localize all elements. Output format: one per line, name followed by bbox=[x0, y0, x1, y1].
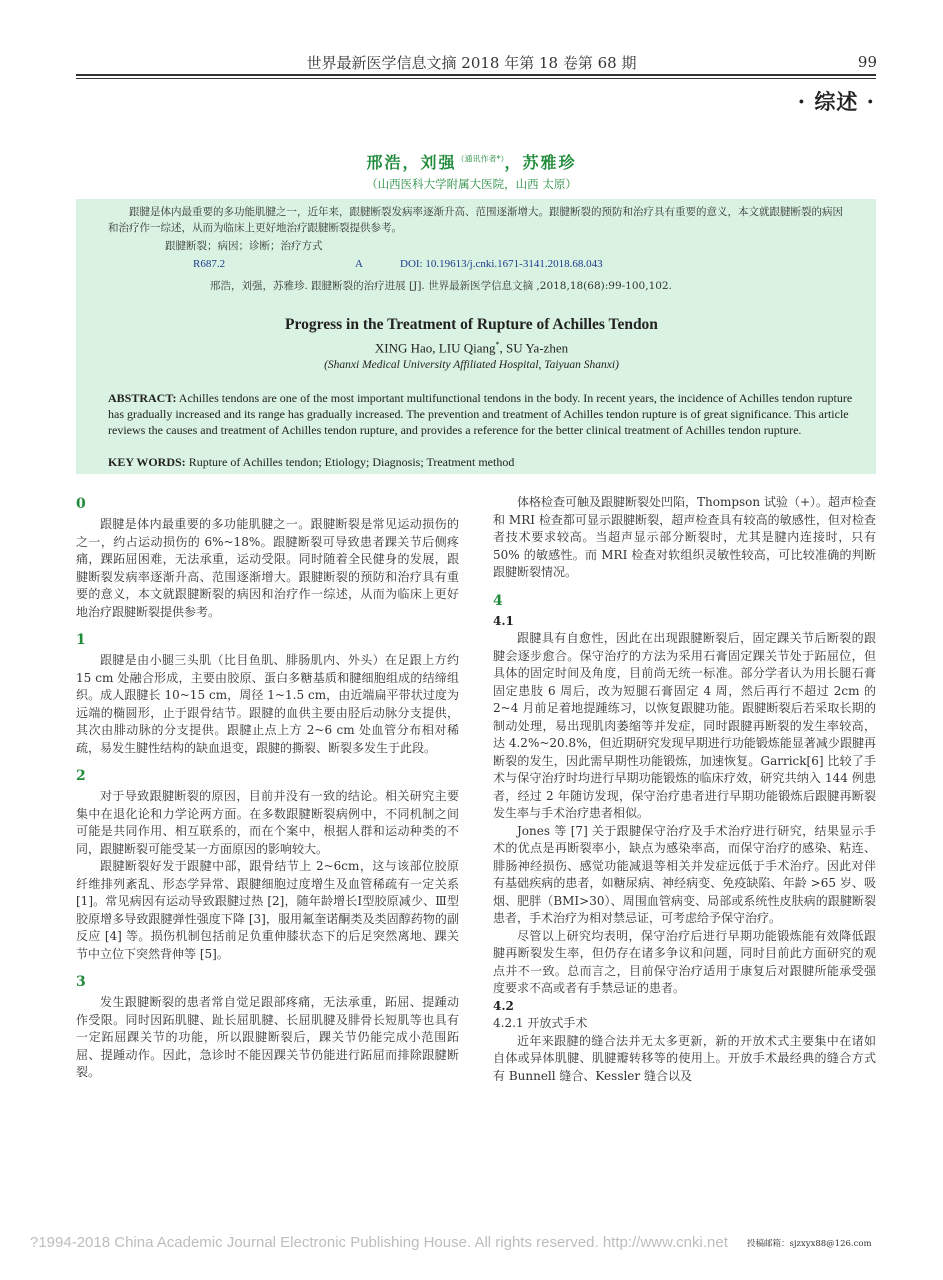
body-column-left bbox=[76, 494, 459, 1082]
header-rule-thin bbox=[76, 78, 876, 79]
abstract-en bbox=[108, 390, 856, 438]
paragraph: Jones 等 [7] 关于跟腱保守治疗及手术治疗进行研究，结果显示手术的优点是再断裂率小，缺点为感染率高，而保守治疗的感染、粘连、腓肠神经损伤、感觉功能减退等相关并发症远低于手术治疗。因此对伴有基础疾病的患者，如糖尿病、神经病变、免疫缺陷、年龄 >65 岁、吸烟、肥胖（BMI>30）、周围血管病变、局部或系统性皮肤病的跟腱断裂患者，手术治疗为相对禁忌证，可考虑给予保守治疗。 bbox=[493, 823, 876, 925]
authors-en-part2: , SU Ya-zhen bbox=[499, 340, 569, 356]
paragraph: 跟腱是体内最重要的多功能肌腱之一。跟腱断裂是常见运动损伤的之一，约占运动损伤的 6%~18%。跟腱断裂可导致患者踝关节后侧疼痛，踝跖屈困难，无法承重，运动受限。同时随着全民健身的发展，跟腱断裂发病率逐渐升高、范围逐渐增大。跟腱断裂的预防和治疗具有重要的意义，本文就跟腱断裂的病因和治疗作一综述，从而为临床上更好地治疗跟腱断裂提供参考。 bbox=[76, 517, 459, 619]
keywords-en bbox=[108, 454, 856, 470]
header-rule-thick bbox=[76, 74, 876, 76]
paragraph: 体格检查可触及跟腱断裂处凹陷，Thompson 试验（+）。超声检查和 MRI 检查都可显示跟腱断裂，超声检查具有较高的敏感性，但对检查者技术要求较高。当超声显示部分断裂时，尤其是腱内连接时，只有 50% 的敏感性。而 MRI 检查对软组织灵敏性较高，可比较准确的判断跟腱断裂情况。 bbox=[493, 495, 877, 579]
section-heading-2: 2 bbox=[76, 768, 86, 784]
affiliation-en: (Shanxi Medical University Affiliated Hospital, Taiyuan Shanxi) bbox=[324, 359, 619, 371]
clc-code: R687.2 bbox=[193, 258, 226, 270]
paragraph: 跟腱断裂好发于跟腱中部，跟骨结节上 2~6cm，这与该部位胶原纤维排列紊乱、形态学异常、跟腱细胞过度增生及血管稀疏有一定关系 [1]。常见病因有运动导致跟腱过热 [2]，随年龄增长Ⅰ型胶原减少、Ⅲ型胶原增多导致跟腱弹性强度下降 [3]，服用氟奎诺酮类及类固醇药物的副反应 [4] 等。损伤机制包括前足负重伸膝状态下的后足突然离地、踝关节中立位下突然背伸等 [5]。 bbox=[76, 859, 459, 961]
corresponding-star: * bbox=[495, 340, 500, 349]
paragraph: 跟腱具有自愈性，因此在出现跟腱断裂后，固定踝关节后断裂的跟腱会逐步愈合。保守治疗的方法为采用石膏固定踝关节处于跖屈位，但具体的固定时间及角度，目前尚无统一标准。部分学者认为用长腿石膏固定患肢 6 周后，改为短腿石膏固定 4 周，然后再行不超过 2cm 的 2~4 月前足着地提踵练习，以恢复跟腱功能。跟腱断裂后若采取长期的制动处理，易出现肌肉萎缩等并发症，同时跟腱再断裂的发生率较高，达 4.2%~20.8%，但近期研究发现早期进行功能锻炼能显著减少跟腱再断裂的发生，因此需早期性功能锻炼，加速恢复。Garrick[6] 比较了手术与保守治疗时均进行早期功能锻炼的临床疗效，研究共纳入 144 例患者，经过 2 年随访发现，保守治疗患者进行早期功能锻炼后跟腱再断裂发生率与手术治疗患者相似。 bbox=[493, 631, 876, 820]
body-column-right bbox=[493, 494, 876, 1085]
corresponding-author-note: （通讯作者*） bbox=[456, 154, 505, 164]
keywords-en-text: Rupture of Achilles tendon; Etiology; Diagnosis; Treatment method bbox=[185, 455, 515, 469]
paragraph: 对于导致跟腱断裂的原因，目前并没有一致的结论。相关研究主要集中在退化论和力学论两方面。在多数跟腱断裂病例中，不同机制之间可能是共同作用、相互联系的，而在个案中，根据人群和运动种类的不同，跟腱断裂可能受某一方面原因的影响较大。 bbox=[76, 789, 459, 856]
citation: 邢浩，刘强，苏雅珍. 跟腱断裂的治疗进展 [J]. 世界最新医学信息文摘 ,2018,18(68):99-100,102. bbox=[210, 280, 672, 292]
document-code: A bbox=[355, 258, 363, 270]
running-header: 世界最新医学信息文摘 2018 年第 18 卷第 68 期 bbox=[306, 54, 637, 72]
title-en: Progress in the Treatment of Rupture of Achilles Tendon bbox=[285, 316, 658, 333]
section-heading-0: 0 bbox=[76, 496, 86, 512]
footer-copyright: ?1994-2018 China Academic Journal Electronic Publishing House. All rights reserved. http://www.cnki.net bbox=[30, 1234, 728, 1251]
section-tag: · 综述 · bbox=[797, 89, 875, 114]
keywords-en-label: KEY WORDS: bbox=[108, 455, 186, 469]
doi: DOI: 10.19613/j.cnki.1671-3141.2018.68.043 bbox=[400, 258, 603, 270]
paragraph: 近年来跟腱的缝合法并无太多更新，新的开放术式主要集中在诸如自体或异体肌腱、肌腱瓣转移等的使用上。开放手术最经典的缝合方式有 Bunnell 缝合、Kessler 缝合以及 bbox=[493, 1033, 876, 1083]
section-heading-3: 3 bbox=[76, 974, 86, 990]
section-heading-4: 4 bbox=[493, 592, 503, 609]
abstract-cn: 跟腱是体内最重要的多功能肌腱之一，近年来，跟腱断裂发病率逐渐升高、范围逐渐增大。跟腱断裂的预防和治疗具有重要的意义，本文就跟腱断裂的病因和治疗作一综述，从而为临床上更好地治疗跟腱断裂提供参考。 bbox=[108, 206, 843, 234]
section-heading-1: 1 bbox=[76, 632, 86, 648]
authors-cn-part1: 邢浩，刘强 bbox=[366, 153, 457, 172]
paragraph: 尽管以上研究均表明，保守治疗后进行早期功能锻炼能有效降低跟腱再断裂发生率，但仍存在诸多争议和问题，同时目前此方面研究的观点并不一致。总而言之，目前保守治疗适用于康复后对跟腱所能承受强度要求不高或者有手禁忌证的患者。 bbox=[493, 928, 876, 995]
abstract-en-text: Achilles tendons are one of the most important multifunctional tendons in the body. In recent years, the incidence of Achilles tendon rupture has gradually increased and its range has gradually increased. The prevention and treatment of Achilles tendon rupture is of great significance. This article reviews the causes and treatment of Achilles tendon rupture, and provides a reference for the better clinical treatment of Achilles tendon rupture. bbox=[108, 391, 853, 437]
subsection-heading-4-2: 4.2 bbox=[493, 998, 514, 1013]
affiliation-cn: （山西医科大学附属大医院，山西 太原） bbox=[366, 177, 577, 191]
authors-cn-part2: ，苏雅珍 bbox=[504, 153, 577, 172]
subsubsection-heading-4-2-1: 4.2.1 开放式手术 bbox=[493, 1016, 588, 1030]
footer-email: 投稿邮箱：sjzxyx88@126.com bbox=[747, 1239, 872, 1249]
authors-cn bbox=[0, 150, 943, 173]
subsection-heading-4-1: 4.1 bbox=[493, 613, 514, 628]
keywords-cn: 跟腱断裂；病因；诊断；治疗方式 bbox=[165, 240, 323, 252]
authors-en bbox=[0, 340, 943, 356]
paragraph: 发生跟腱断裂的患者常自觉足跟部疼痛，无法承重，跖屈、提踵动作受限。同时因跖肌腱、趾长屈肌腱、长屈肌腱及腓骨长短肌等也具有一定跖屈踝关节的功能，所以跟腱断裂后，踝关节仍能完成小范围跖屈、提踵动作。因此，急诊时不能因踝关节仍能进行跖屈而排除跟腱断裂。 bbox=[76, 995, 459, 1079]
paragraph: 跟腱是由小腿三头肌（比目鱼肌、腓肠肌内、外头）在足跟上方约 15 cm 处融合形成，主要由胶原、蛋白多糖基质和腱细胞组成的结缔组织。成人跟腱长 10~15 cm，周径 1~1.5 cm，由近端扁平带状过度为远端的椭圆形，止于跟骨结节。跟腱的血供主要由胫后动脉分支提供，其次由腓动脉的分支提供。跟腱止点上方 2~6 cm 处血管分布相对稀疏，易发生腱性结构的缺血退变，跟腱的撕裂、断裂多发生于此段。 bbox=[76, 653, 459, 755]
authors-en-part1: XING Hao, LIU Qiang bbox=[374, 340, 496, 356]
abstract-en-label: ABSTRACT: bbox=[108, 391, 177, 405]
page-number: 99 bbox=[857, 53, 877, 71]
